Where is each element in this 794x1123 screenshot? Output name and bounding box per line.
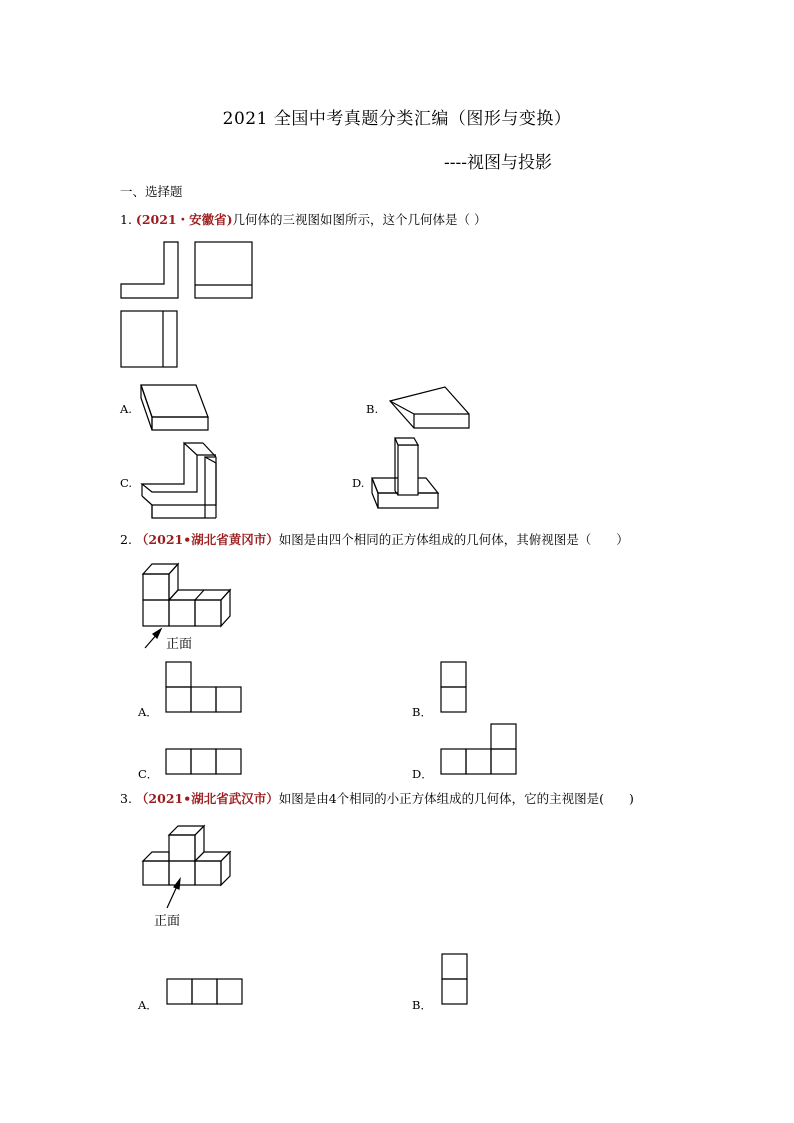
q2-option-a-view (166, 662, 241, 712)
q3-option-a-view (167, 979, 242, 1004)
question-number: 3. (120, 791, 132, 806)
question-2 (120, 530, 629, 548)
q1-top-view (121, 311, 177, 367)
q1-option-a-solid (141, 385, 208, 430)
q1-option-b-label: B. (366, 402, 379, 416)
question-source: (2021・安徽省) (135, 212, 233, 227)
section-heading: 一、选择题 (120, 184, 183, 199)
q1-front-view (121, 242, 178, 298)
q2-option-d-label: D． (412, 767, 433, 781)
question-number: 1. (120, 212, 132, 227)
q2-option-a-label: A． (138, 705, 158, 719)
q2-option-b-view (441, 662, 466, 712)
q1-option-c-solid (142, 443, 216, 518)
question-text: 几何体的三视图如图所示，这个几何体是（ ） (232, 212, 487, 227)
q1-option-c-label: C. (120, 476, 133, 490)
q1-option-d-solid (372, 438, 438, 508)
q3-option-b-label: B． (412, 998, 432, 1012)
q1-option-b-solid (390, 387, 469, 428)
question-source: （2021•湖北省黄冈市） (135, 532, 279, 547)
q1-side-view (195, 242, 252, 298)
q1-option-a-label: A. (120, 402, 132, 416)
q3-option-b-view (442, 954, 467, 1004)
question-3 (120, 789, 634, 807)
document-subtitle: ----视图与投影 (444, 153, 552, 173)
q3-option-a-label: A． (138, 998, 158, 1012)
q2-option-c-label: C． (138, 767, 159, 781)
question-text: 如图是由四个相同的正方体组成的几何体，其俯视图是（ ） (278, 532, 629, 547)
question-number: 2. (120, 532, 132, 547)
q1-option-d-label: D. (352, 476, 365, 490)
front-face-label: 正面 (154, 914, 181, 929)
q2-option-d-view (441, 724, 516, 774)
question-source: （2021•湖北省武汉市） (135, 791, 279, 806)
q2-option-b-label: B． (412, 705, 432, 719)
q2-option-c-view (166, 749, 241, 774)
front-face-label: 正面 (166, 637, 193, 652)
document-title: 2021 全国中考真题分类汇编（图形与变换） (222, 109, 572, 129)
question-text: 如图是由4个相同的小正方体组成的几何体，它的主视图是( ) (278, 791, 634, 806)
q3-cube-solid (143, 826, 230, 908)
